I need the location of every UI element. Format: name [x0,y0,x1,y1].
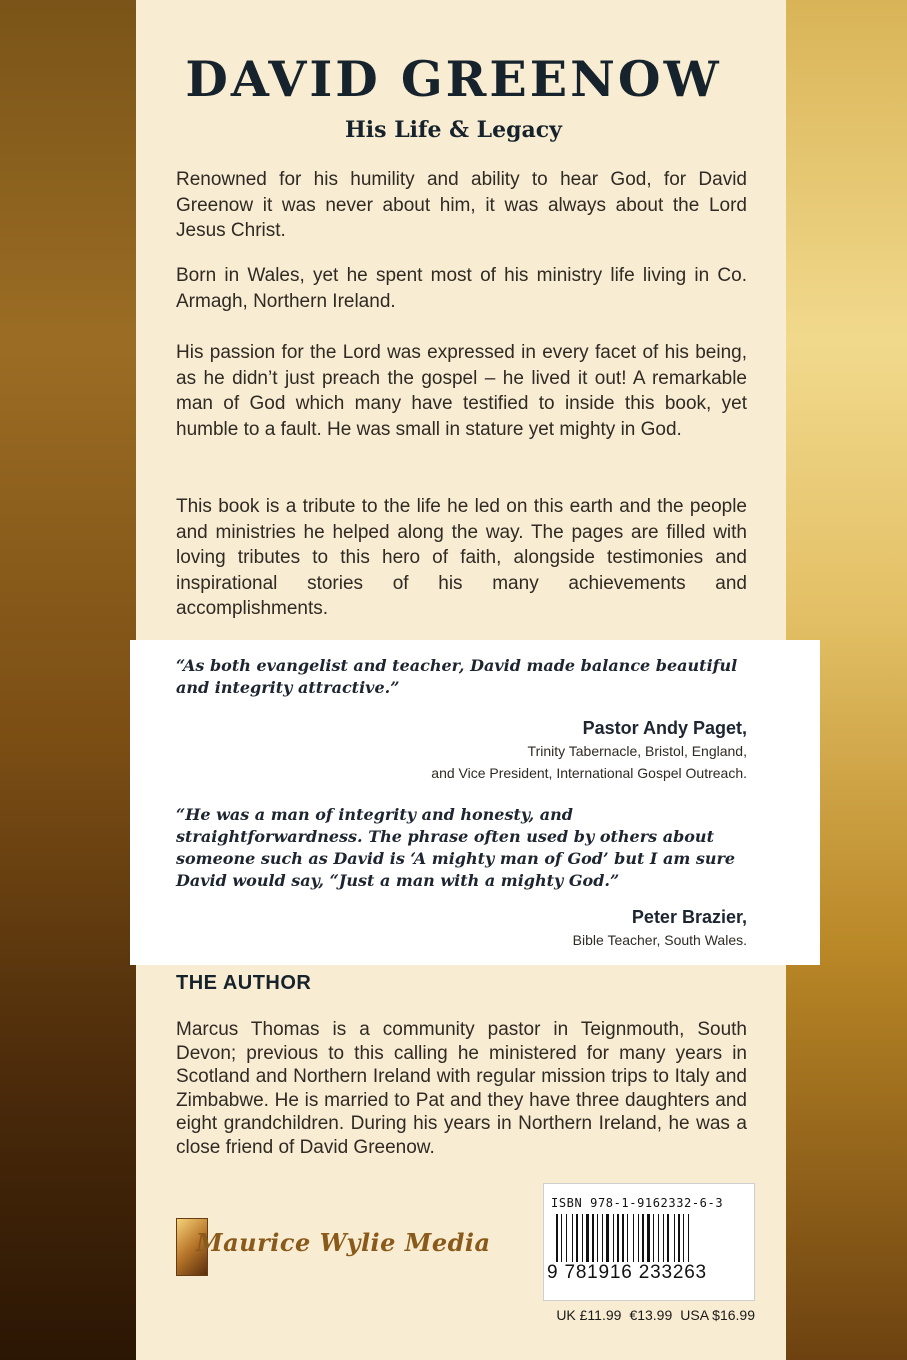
background-left [0,0,136,1360]
blurb-paragraph-3: His passion for the Lord was expressed in every facet of his being, as he didn’t just preach the gospel – he lived it out! A remarkable man of God which many have testified to inside this book, yet humble to a fault. He was small in stature yet mighty in God. [176,342,747,440]
testimonial-author-1-role: Trinity Tabernacle, Bristol, England, [527,743,747,759]
ean-number: 9 781916 233263 [547,1262,749,1284]
blurb-paragraph-1: Renowned for his humility and ability to hear God, for David Greenow it was never about him, it was always about the Lord Jesus Christ. [176,169,747,241]
publisher-name: Maurice Wylie Media [196,1228,491,1257]
testimonial-author-1-role-2: and Vice President, International Gospel Outreach. [431,765,747,781]
testimonial-quote-2: “He was a man of integrity and honesty, and straightforwardness. The phrase often used by others about someone such as David is ‘A mighty man of God’ but I am sure David would say, “Just a man with a mighty God.” [176,805,736,890]
testimonial-author-2: Peter Brazier, [631,907,747,927]
testimonial-quote-1: “As both evangelist and teacher, David made balance beautiful and integrity attractive.” [176,656,738,697]
price-line [543,1307,755,1323]
isbn-label: ISBN 978-1-9162332-6-3 [551,1196,724,1210]
testimonial-author-1: Pastor Andy Paget, [582,718,747,738]
price-uk: UK £11.99 [556,1307,622,1323]
book-title: DAVID GREENOW [185,50,722,108]
book-subtitle: His Life & Legacy [345,117,562,143]
author-heading: THE AUTHOR [176,972,312,994]
blurb-paragraph-4: This book is a tribute to the life he led on this earth and the people and ministries he helped along the way. The pages are filled with loving tributes to this hero of faith, alongside testimonies and inspirational stories of his many achievements and accomplishments. [176,496,747,619]
author-bio: Marcus Thomas is a community pastor in Teignmouth, South Devon; previous to this calling he ministered for many years in Scotland and Northern Ireland with regular mission trips to Italy and Zimbabwe. He is married to Pat and they have three daughters and eight grandchildren. During his years in Northern Ireland, he was a close friend of David Greenow. [176,1019,747,1158]
blurb-paragraph-2: Born in Wales, yet he spent most of his ministry life living in Co. Armagh, Northern Ireland. [176,265,747,312]
price-eu: €13.99 [629,1307,673,1323]
testimonial-author-2-role: Bible Teacher, South Wales. [572,932,747,948]
price-usa: USA $16.99 [680,1307,755,1323]
